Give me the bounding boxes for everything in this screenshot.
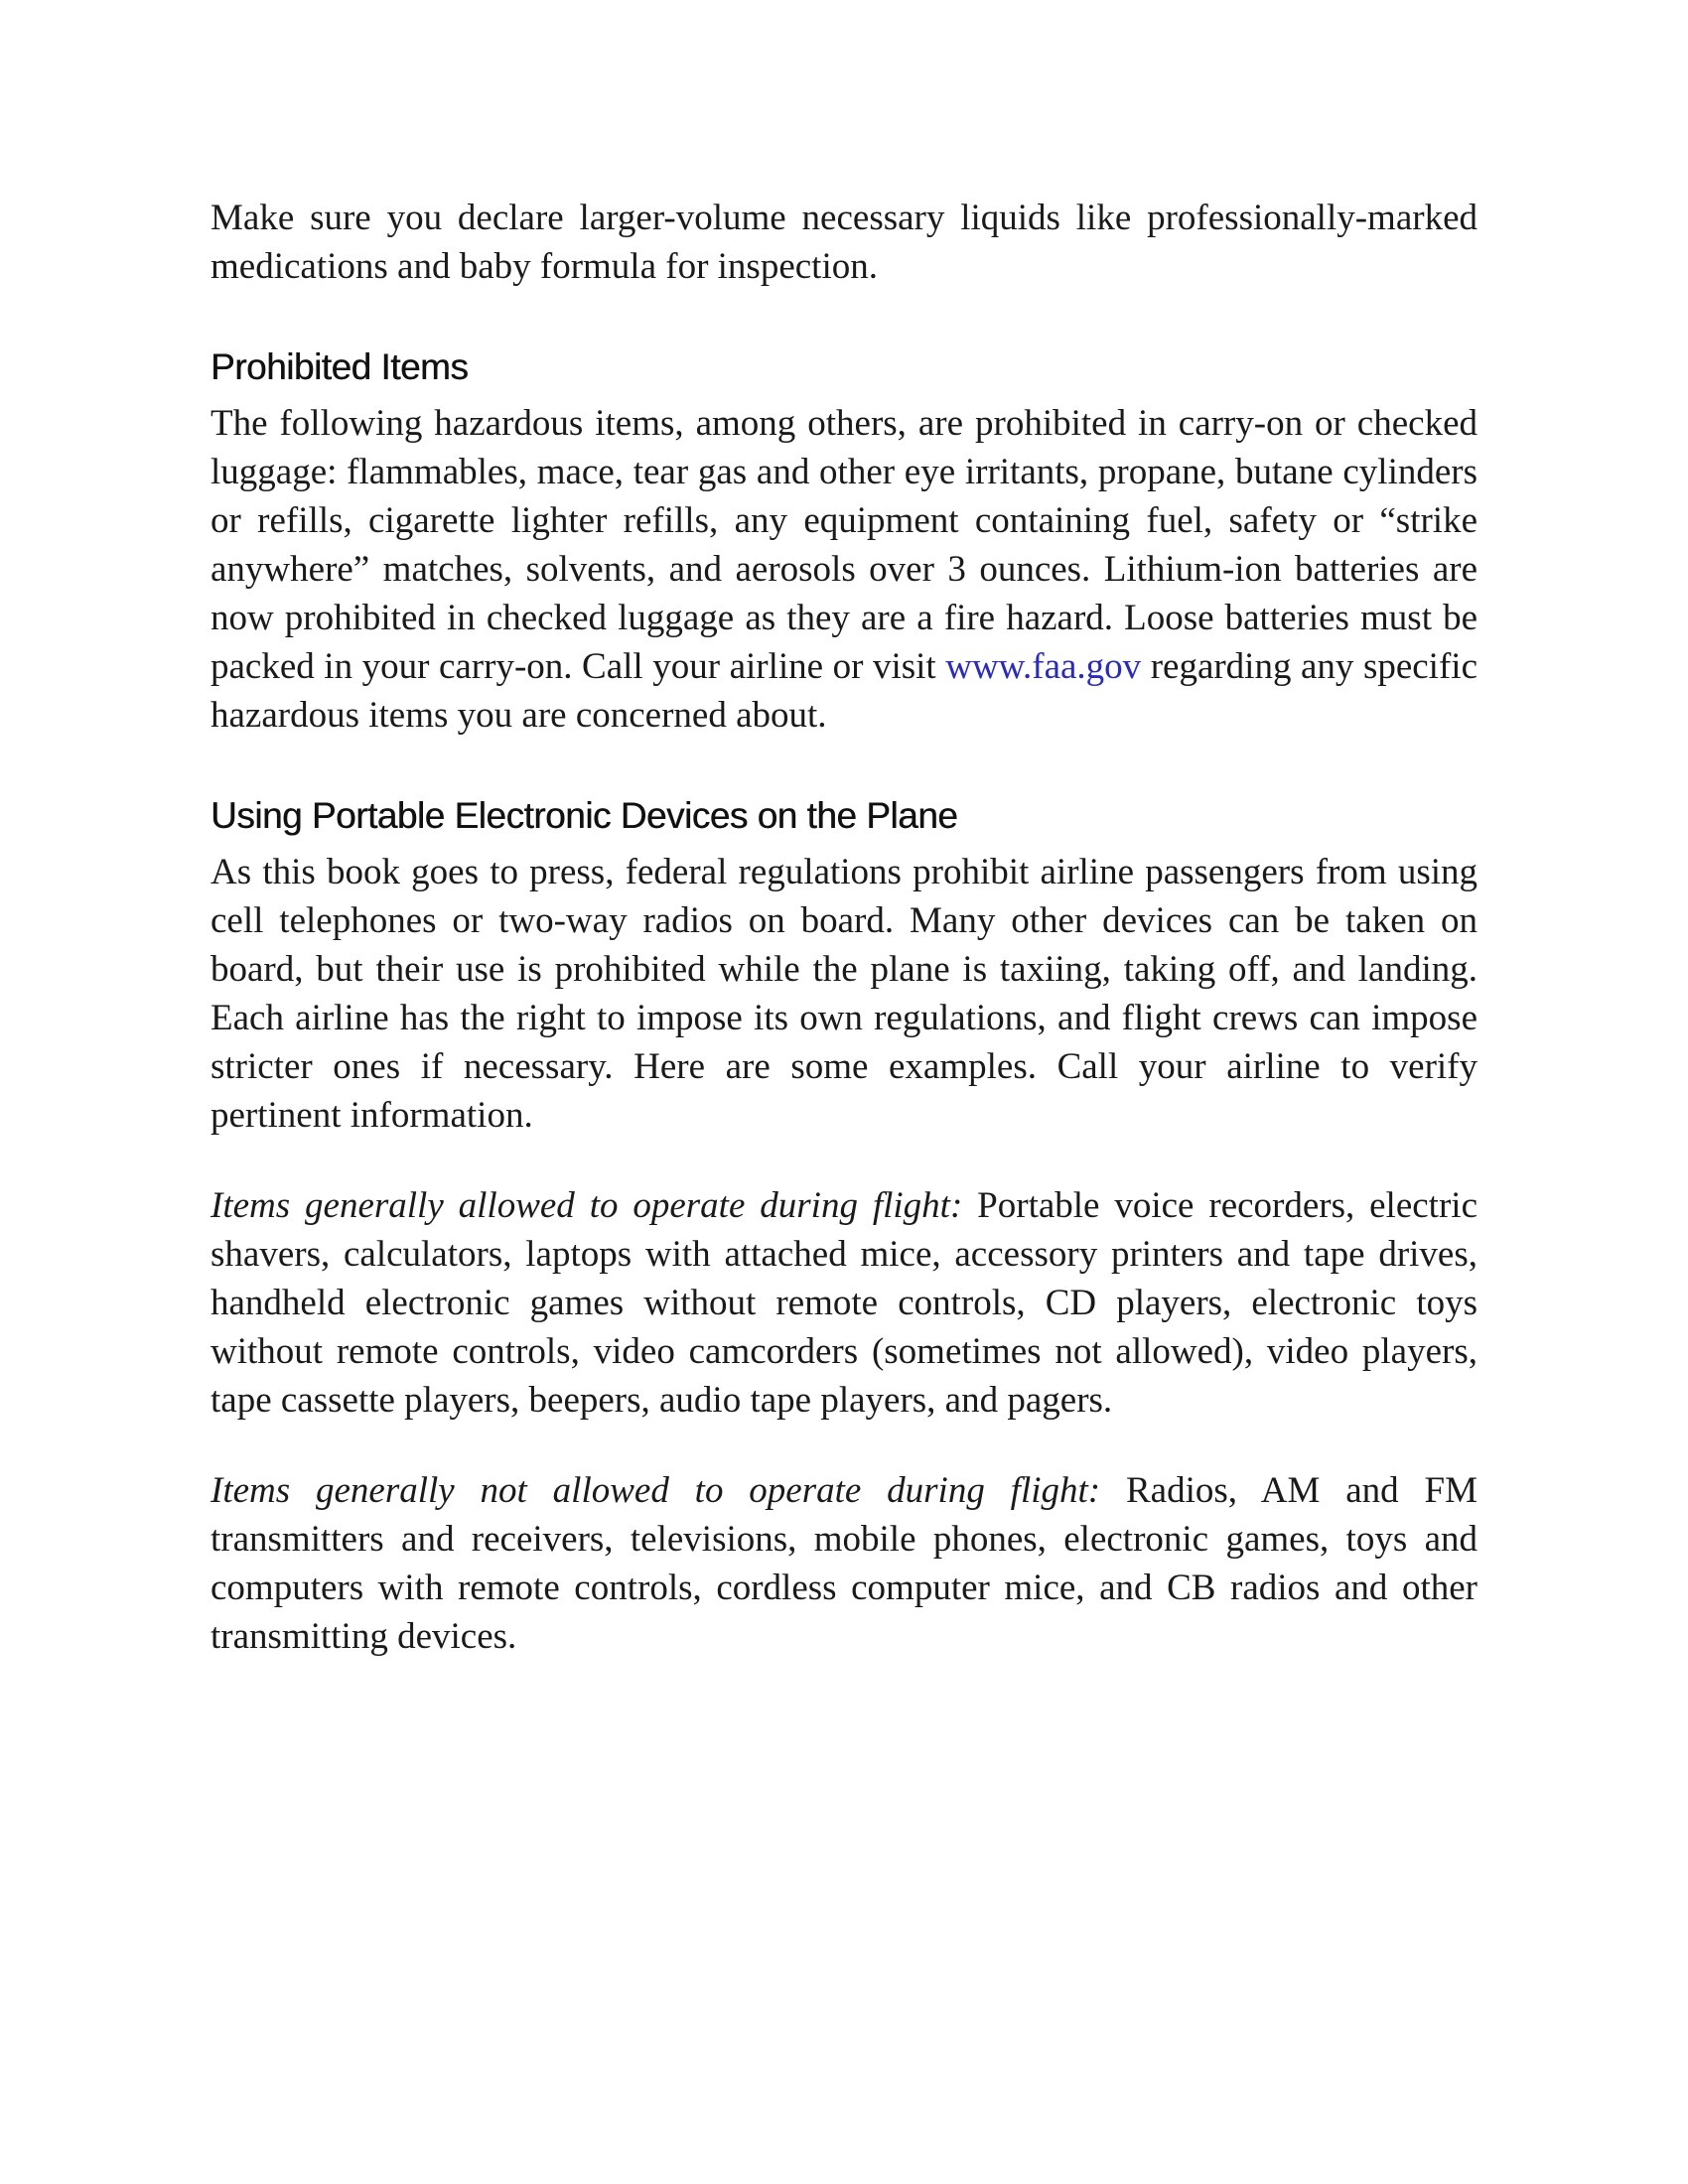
prohibited-text-after-link: regarding any specific hazardous items you are concerned about. (211, 646, 1477, 736)
faa-link[interactable]: www.faa.gov (945, 646, 1142, 687)
prohibited-items-paragraph (211, 399, 1477, 740)
allowed-items-paragraph (211, 1181, 1477, 1425)
prohibited-items-heading: Prohibited Items (211, 346, 469, 387)
prohibited-text-before-link: The following hazardous items, among others, are prohibited in carry-on or checked luggage: flammables, mace, tear gas and other eye irritants, propane, butane cylinders or refills, cigarette lighter refills, any equipment containing fuel, safety or “strike anywhere” matches, solvents, and aerosols over 3 ounces. Lithium-ion batteries are now prohibited in checked luggage as they are a fire hazard. Loose batteries must be packed in your carry-on. Call your airline or visit (211, 403, 1477, 687)
intro-text: Make sure you declare larger-volume necessary liquids like professionally-marked medications and baby formula for inspection. (211, 198, 1477, 287)
allowed-items-lead: Items generally allowed to operate during flight: (211, 1185, 963, 1226)
devices-heading: Using Portable Electronic Devices on the Plane (211, 795, 958, 836)
not-allowed-items-paragraph (211, 1466, 1477, 1661)
devices-text: As this book goes to press, federal regulations prohibit airline passengers from using cell telephones or two-way radios on board. Many other devices can be taken on board, but their use is prohibited while the plane is taxiing, taking off, and landing. Each airline has the right to impose its own regulations, and flight crews can impose stricter ones if necessary. Here are some examples. Call your airline to verify pertinent information. (211, 852, 1477, 1136)
not-allowed-items-text: Radios, AM and FM transmitters and receivers, televisions, mobile phones, electronic games, toys and computers with remote controls, cordless computer mice, and CB radios and other transmitting devices. (211, 1470, 1477, 1657)
not-allowed-items-lead: Items generally not allowed to operate during flight: (211, 1470, 1101, 1511)
allowed-items-text: Portable voice recorders, electric shavers, calculators, laptops with attached mice, accessory printers and tape drives, handheld electronic games without remote controls, CD players, electronic toys without remote controls, video camcorders (sometimes not allowed), video players, tape cassette players, beepers, audio tape players, and pagers. (211, 1185, 1477, 1421)
devices-paragraph (211, 848, 1477, 1140)
document-page (211, 194, 1477, 1661)
intro-paragraph (211, 194, 1477, 291)
